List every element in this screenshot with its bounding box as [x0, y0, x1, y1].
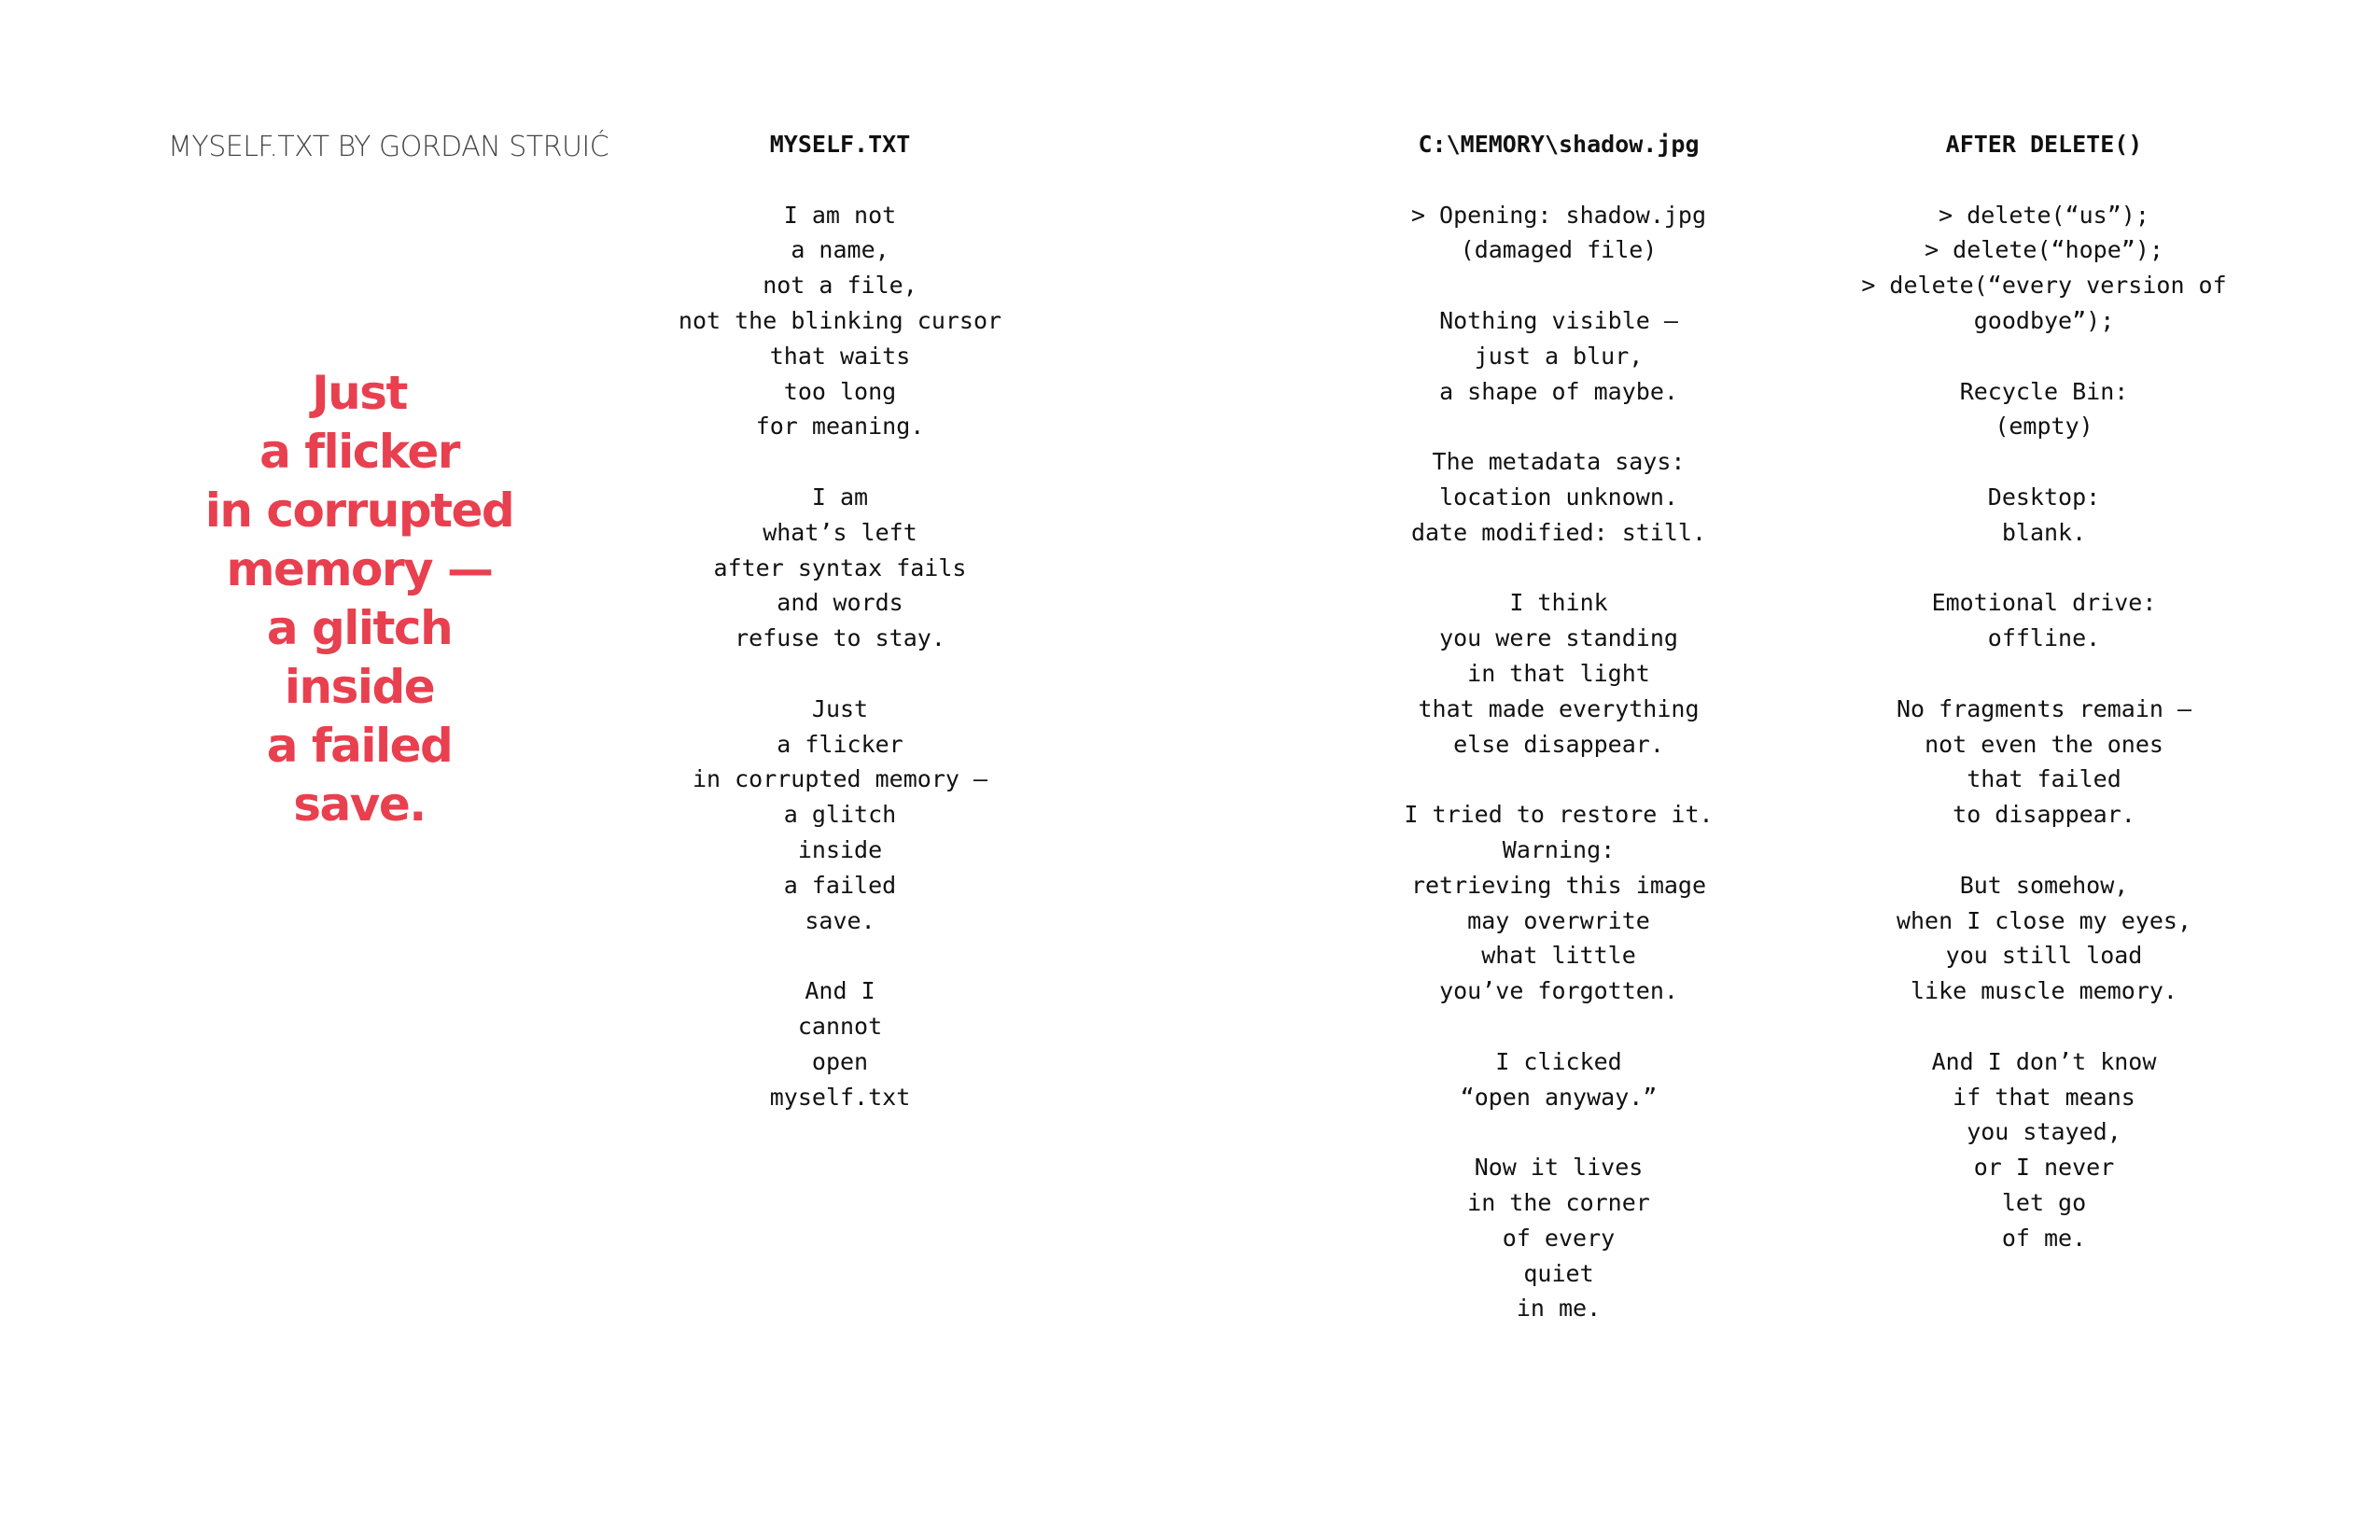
poem-line — [1839, 551, 2249, 586]
poem-line — [1839, 339, 2249, 374]
poem-line: else disappear. — [1453, 730, 1664, 758]
poem-shadow-jpg — [1363, 127, 1755, 1326]
poem-line: for meaning. — [755, 413, 925, 441]
poem-line: > Opening: shadow.jpg — [1410, 201, 1707, 229]
poem-line: retrieving this image — [1410, 871, 1707, 899]
poem-line — [1839, 833, 2249, 868]
pull-quote-line: a flicker — [259, 425, 459, 479]
poem-line: not a file, — [763, 272, 917, 300]
poem-line: “open anyway.” — [1460, 1083, 1658, 1111]
poem-line: to disappear. — [1953, 801, 2135, 829]
poem-line: Emotional drive: — [1931, 589, 2157, 617]
poem-line: a shape of maybe. — [1439, 377, 1678, 405]
poem-line: not the blinking cursor — [678, 306, 1002, 334]
poem-line: and words — [777, 589, 903, 617]
poem-line: open — [811, 1047, 869, 1075]
poem-after-delete — [1839, 127, 2249, 1256]
byline: MYSELF.TXT BY GORDAN STRUIĆ — [168, 131, 609, 163]
pull-quote — [168, 364, 551, 834]
poem-line — [1363, 1009, 1755, 1044]
poem-line: (damaged file) — [1460, 236, 1658, 264]
poem-line: Just — [811, 694, 869, 722]
pull-quote-line: a failed — [266, 719, 453, 773]
poem-line: offline. — [1987, 624, 2101, 652]
pull-quote-line: a glitch — [266, 601, 453, 655]
poem-line: But somehow, — [1959, 871, 2129, 899]
poem-line: Warning: — [1502, 835, 1616, 863]
pull-quote-line: in corrupted — [204, 483, 514, 538]
poem-line: what little — [1481, 942, 1636, 970]
poem-line: or I never — [1973, 1154, 2115, 1182]
poem-line: > delete(“us”); — [1939, 201, 2149, 229]
poem-line: after syntax fails — [713, 553, 967, 581]
poem-line: Nothing visible — — [1439, 306, 1678, 334]
poem-line: (empty) — [1995, 413, 2093, 441]
poem-line — [1839, 656, 2249, 692]
poem-line — [653, 656, 1027, 692]
poem-line: And I don’t know — [1931, 1047, 2157, 1075]
poem-line: in me. — [1516, 1295, 1602, 1323]
poem-line: that failed — [1967, 765, 2121, 793]
poem-line — [1363, 409, 1755, 444]
poem-line: too long — [783, 377, 897, 405]
poem-line: when I close my eyes, — [1896, 906, 2192, 934]
poem-line — [653, 444, 1027, 480]
poem-line: No fragments remain — — [1896, 694, 2192, 722]
pull-quote-line: save. — [293, 777, 426, 832]
poem-line: you were standing — [1439, 624, 1678, 652]
poem-line: inside — [797, 835, 883, 863]
poem-title: AFTER DELETE() — [1945, 131, 2143, 158]
poem-line: > delete(“every version of — [1861, 272, 2227, 300]
poem-line: Desktop: — [1987, 483, 2101, 511]
poem-line: Now it lives — [1474, 1154, 1644, 1182]
poem-line: in the corner — [1467, 1188, 1650, 1216]
poem-line: I am not — [783, 201, 897, 229]
poem-line: may overwrite — [1467, 906, 1650, 934]
poem-line: And I — [805, 977, 875, 1005]
poem-line: blank. — [2001, 518, 2087, 546]
poem-line — [1363, 268, 1755, 303]
poem-line: just a blur, — [1474, 342, 1644, 370]
poem-line: a glitch — [783, 801, 897, 829]
poem-line: Recycle Bin: — [1959, 377, 2129, 405]
poem-line: myself.txt — [769, 1083, 911, 1111]
pull-quote-line: inside — [284, 660, 435, 714]
poem-line — [1363, 551, 1755, 586]
poem-title: C:\MEMORY\shadow.jpg — [1418, 131, 1700, 158]
poem-line: > delete(“hope”); — [1925, 236, 2163, 264]
poem-line: you’ve forgotten. — [1439, 977, 1678, 1005]
poem-line — [1363, 762, 1755, 797]
poem-title: MYSELF.TXT — [769, 131, 911, 158]
poem-line: location unknown. — [1439, 483, 1678, 511]
poem-line: refuse to stay. — [735, 624, 945, 652]
poem-line — [1839, 1009, 2249, 1044]
poem-line: of every — [1502, 1224, 1616, 1252]
poem-line: what’s left — [763, 518, 917, 546]
pull-quote-line: Just — [312, 366, 407, 420]
poem-line: a name, — [791, 236, 889, 264]
poem-line: like muscle memory. — [1911, 977, 2177, 1005]
poem-line: in that light — [1467, 659, 1650, 687]
poem-line: that made everything — [1418, 694, 1700, 722]
poem-line — [1363, 1114, 1755, 1150]
poem-line: a flicker — [777, 730, 903, 758]
poem-line: I think — [1509, 589, 1608, 617]
poem-line: I tried to restore it. — [1404, 801, 1714, 829]
poem-line: not even the ones — [1925, 730, 2163, 758]
poem-line: quiet — [1523, 1259, 1594, 1287]
poem-line: if that means — [1953, 1083, 2135, 1111]
poem-line: The metadata says: — [1432, 448, 1686, 476]
pull-quote-line: memory — — [226, 542, 493, 596]
poem-line: save. — [805, 906, 875, 934]
poem-line: goodbye”); — [1973, 306, 2115, 334]
poem-line: in corrupted memory — — [692, 765, 988, 793]
poem-line: let go — [2001, 1188, 2087, 1216]
poem-line: a failed — [783, 871, 897, 899]
poem-line: I am — [811, 483, 869, 511]
poem-line — [653, 938, 1027, 973]
poem-myself-txt — [653, 127, 1027, 1114]
poem-line: I clicked — [1495, 1047, 1622, 1075]
poem-line: date modified: still. — [1410, 518, 1707, 546]
poem-line: that waits — [769, 342, 911, 370]
poem-line: you stayed, — [1967, 1118, 2121, 1146]
poem-line — [1839, 444, 2249, 480]
poem-line: you still load — [1945, 942, 2143, 970]
poem-line: cannot — [797, 1012, 883, 1040]
poem-line: of me. — [2001, 1224, 2087, 1252]
